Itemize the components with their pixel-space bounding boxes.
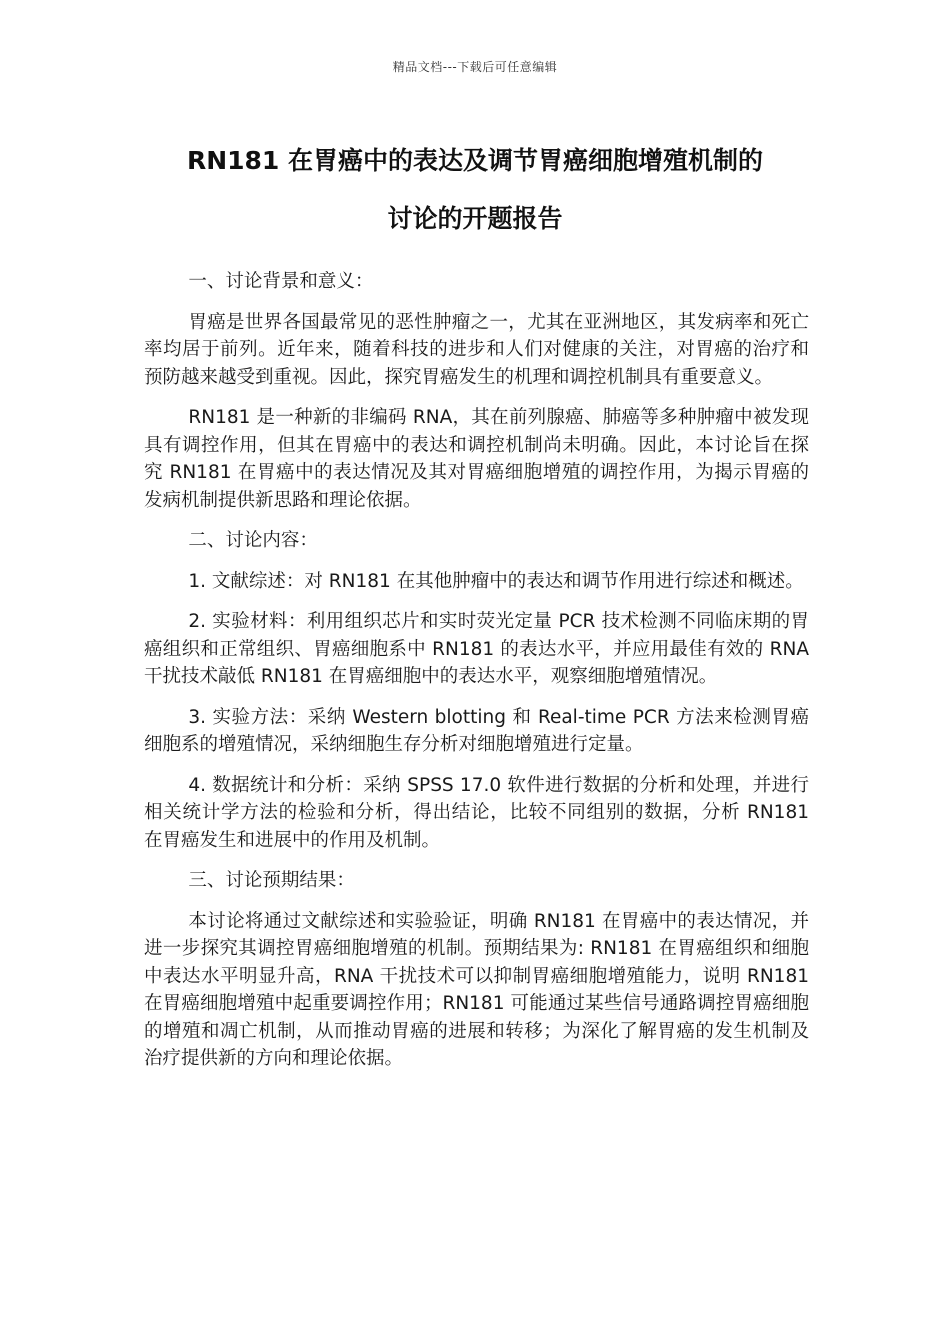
document-title <box>100 132 850 248</box>
section-heading-expected-results: 三、讨论预期结果： <box>188 870 355 891</box>
section-heading-content: 二、讨论内容： <box>188 530 318 551</box>
list-item: 4. 数据统计和分析：采纳 SPSS 17.0 软件进行数据的分析和处理，并进行相关统计学方法的检验和分析，得出结论，比较不同组别的数据，分析 RN181 在胃癌发生和进展中的作用及机制。 <box>144 774 809 851</box>
paragraph: 本讨论将通过文献综述和实验验证，明确 RN181 在胃癌中的表达情况，并进一步探究其调控胃癌细胞增殖的机制。预期结果为: RN181 在胃癌组织和细胞中表达水平明显升高，RNA 干扰技术可以抑制胃癌细胞增殖能力，说明 RN181 在胃癌细胞增殖中起重要调控作用；RN181 可能通过某些信号通路调控胃癌细胞的增殖和凋亡机制，从而推动胃癌的进展和转移；为深化了解胃癌的发生机制及治疗提供新的方向和理论依据。 <box>144 910 809 1069</box>
list-item: 2. 实验材料：利用组织芯片和实时荧光定量 PCR 技术检测不同临床期的胃癌组织和正常组织、胃癌细胞系中 RN181 的表达水平，并应用最佳有效的 RNA 干扰技术敲低 RN181 在胃癌细胞中的表达水平，观察细胞增殖情况。 <box>144 611 809 687</box>
document-body <box>144 268 809 1086</box>
section-heading-background: 一、讨论背景和意义： <box>188 271 374 292</box>
paragraph: 胃癌是世界各国最常见的恶性肿瘤之一，尤其在亚洲地区，其发病率和死亡率均居于前列。近年来，随着科技的进步和人们对健康的关注，对胃癌的治疗和预防越来越受到重视。因此，探究胃癌发生的机理和调控机制具有重要意义。 <box>144 311 809 388</box>
header-note: 精品文档---下载后可任意编辑 <box>392 60 558 74</box>
paragraph: RN181 是一种新的非编码 RNA，其在前列腺癌、肺癌等多种肿瘤中被发现具有调控作用，但其在胃癌中的表达和调控机制尚未明确。因此，本讨论旨在探究 RN181 在胃癌中的表达情况及其对胃癌细胞增殖的调控作用，为揭示胃癌的发病机制提供新思路和理论依据。 <box>144 407 809 511</box>
list-item: 1. 文献综述：对 RN181 在其他肿瘤中的表达和调节作用进行综述和概述。 <box>188 570 804 592</box>
list-item: 3. 实验方法：采纳 Western blotting 和 Real-time PCR 方法来检测胃癌细胞系的增殖情况，采纳细胞生存分析对细胞增殖进行定量。 <box>144 706 809 755</box>
title-line-2: 讨论的开题报告 <box>387 204 563 233</box>
title-line-1: RN181 在胃癌中的表达及调节胃癌细胞增殖机制的 <box>186 146 764 175</box>
